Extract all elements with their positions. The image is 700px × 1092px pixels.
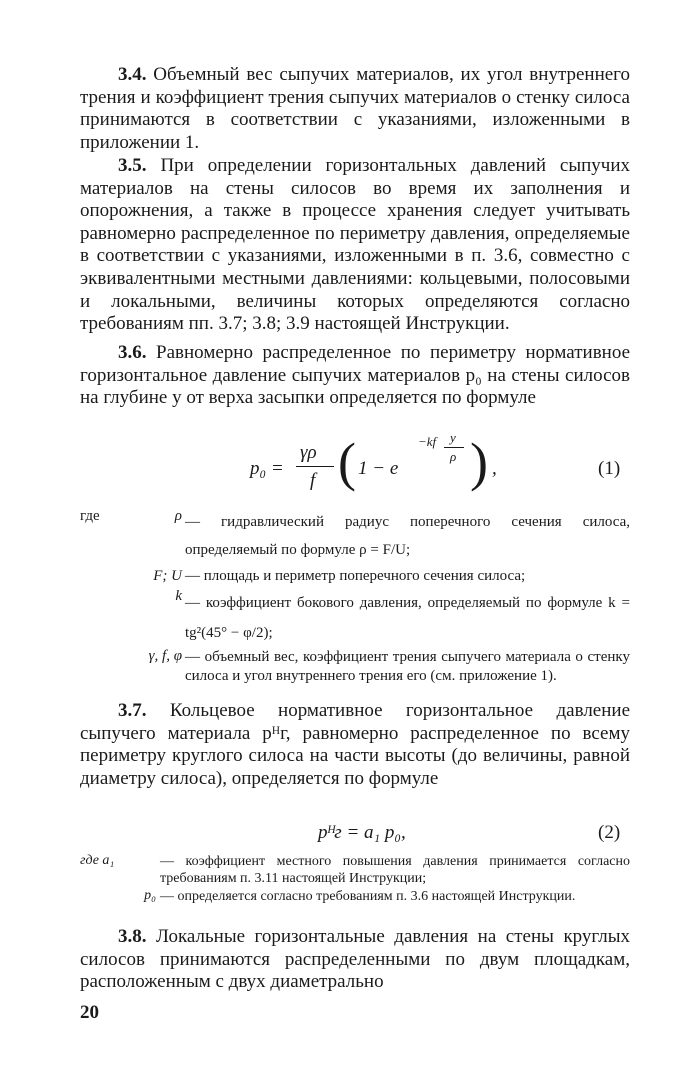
section-number: 3.4. (118, 64, 147, 85)
fraction-denominator: f (310, 470, 316, 491)
left-paren: ( (338, 432, 356, 492)
definition-desc: — гидравлический радиус поперечного сечения силоса, определяемый по формуле ρ = F/U; (185, 514, 630, 558)
definition-term: ρ (174, 508, 182, 524)
definition-term: где a₁ (80, 853, 115, 868)
section-number: 3.6. (118, 342, 147, 363)
fraction-numerator: γρ (300, 442, 317, 463)
definition-desc: — определяется согласно требованиям п. 3.6 настоящей Инструкции. (160, 889, 576, 904)
definition-term: p₀ (144, 888, 156, 903)
formula-number-1: (1) (598, 458, 621, 479)
paragraph-3-8 (80, 926, 630, 994)
section-number: 3.7. (118, 700, 147, 721)
section-number: 3.5. (118, 155, 147, 176)
fraction-bar (296, 466, 334, 467)
exponent-numerator: y (450, 430, 456, 445)
paragraph-text: Равномерно распределенное по периметру нормативное горизонтальное давление сыпучих материалов p₀ на стены силосов на глубине y от верха засыпки определяется по формуле (80, 342, 631, 409)
where-label: где (80, 508, 100, 524)
exponent-prefix: −kf (418, 434, 437, 449)
definition-desc: — коэффициент местного повышения давления принимается согласно требованиям п. 3.11 настоящей Инструкции; (160, 854, 630, 886)
page-number: 20 (80, 1002, 99, 1023)
paragraph-3-7 (80, 700, 630, 790)
definition-desc: — площадь и периметр поперечного сечения силоса; (185, 568, 526, 584)
formula-comma: , (492, 458, 497, 479)
paragraph-text: При определении горизонтальных давлений сыпучих материалов на стены силосов во время их заполнения и опорожнения, а также в процессе хранения следует учитывать равномерно распределенное по периметру давления, определяемые в соответствии с указаниями, изложенными в п. 3.6, совместно с эквивалентными местными давлениями: кольцевыми, полосовыми и локальными, величины которых определяются согласно требованиям пп. 3.7; 3.8; 3.9 настоящей Инструкции. (80, 155, 631, 335)
exponent-denominator: ρ (450, 449, 457, 464)
section-number: 3.8. (118, 926, 147, 947)
paragraph-3-6 (80, 342, 630, 410)
definition-desc: — коэффициент бокового давления, определяемый по формуле k = tg²(45° − φ/2); (185, 595, 630, 641)
formula-number-2: (2) (598, 822, 621, 843)
definition-term: k (175, 588, 182, 604)
paragraph-3-5 (80, 155, 630, 336)
formula-lhs: p₀ = (250, 458, 284, 479)
right-paren: ) (470, 432, 488, 492)
paragraph-text: Локальные горизонтальные давления на стены круглых силосов принимаются распределенными по двум площадкам, расположенным с двух диаметрально (80, 926, 630, 993)
definition-term: F; U (153, 568, 182, 584)
definition-desc: — объемный вес, коэффициент трения сыпучего материала о стенку силоса и угол внутреннего трения его (см. приложение 1). (185, 649, 630, 684)
formula-1 (250, 430, 610, 500)
exponent-bar (444, 447, 464, 448)
paragraph-3-4 (80, 64, 630, 154)
paragraph-text: Объемный вес сыпучих материалов, их угол внутреннего трения и коэффициент трения сыпучих материалов о стенку силоса принимаются в соответствии с указаниями, изложенными в приложении 1. (80, 64, 630, 153)
paragraph-text: Кольцевое нормативное горизонтальное давление сыпучего материала pᴴг, равномерно распределенное по всему периметру круглого силоса на части высоты (до величины, равной диаметру силоса), определяется по формуле (80, 700, 631, 789)
formula-one-minus-e: 1 − e (358, 458, 399, 479)
definition-term: γ, f, φ (148, 648, 182, 664)
formula-2: pᴴг = a₁ p₀, (318, 822, 406, 843)
